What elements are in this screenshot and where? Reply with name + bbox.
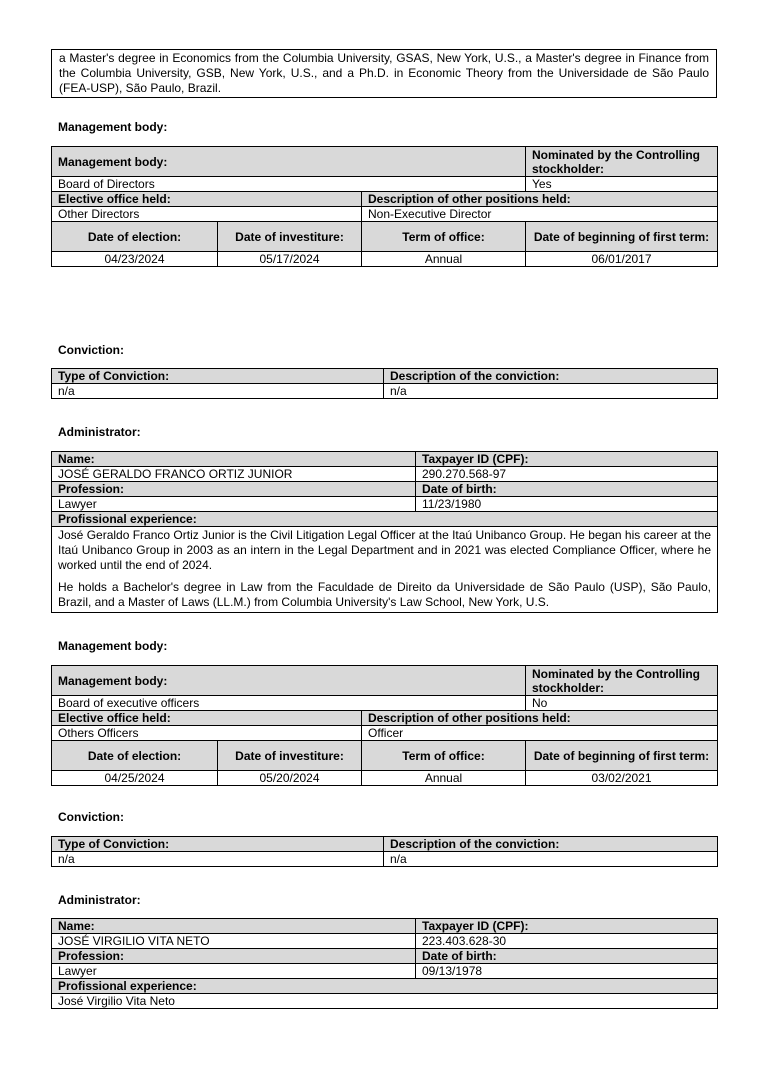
intro-paragraph: a Master's degree in Economics from the Columbia University, GSAS, New York, U.S., a Master's degree in Finance from the Columbia University, GSB, New York, U.S., and a Ph.D. in Economic Theory from the Universidade de São Paulo (FEA-USP), São Paulo, Brazil. — [51, 49, 717, 98]
dob-label: Date of birth: — [416, 482, 718, 497]
nominated-value: Yes — [526, 177, 718, 192]
other-positions-value: Officer — [362, 726, 718, 741]
experience-paragraph: José Geraldo Franco Ortiz Junior is the Civil Litigation Legal Officer at the Itaú Unibanco Group. He began his career at the Itaú Unibanco Group in 2003 as an intern in the Legal Department and in 2021 was elected Compliance Officer, where he worked until the end of 2024. — [58, 528, 711, 572]
experience-value — [52, 527, 718, 613]
date-election-value: 04/25/2024 — [52, 771, 218, 786]
management-body-value: Board of executive officers — [52, 696, 526, 711]
term-office-label: Term of office: — [362, 741, 526, 771]
date-investiture-value: 05/20/2024 — [218, 771, 362, 786]
taxpayer-label: Taxpayer ID (CPF): — [416, 919, 718, 934]
profession-value: Lawyer — [52, 497, 416, 512]
elective-office-label: Elective office held: — [52, 192, 362, 207]
nominated-label: Nominated by the Controlling stockholder: — [526, 147, 718, 177]
taxpayer-label: Taxpayer ID (CPF): — [416, 452, 718, 467]
nominated-value: No — [526, 696, 718, 711]
profession-label: Profession: — [52, 482, 416, 497]
type-conviction-label: Type of Conviction: — [52, 369, 384, 384]
other-positions-value: Non-Executive Director — [362, 207, 718, 222]
date-first-term-label: Date of beginning of first term: — [526, 222, 718, 252]
desc-conviction-label: Description of the conviction: — [384, 837, 718, 852]
date-investiture-value: 05/17/2024 — [218, 252, 362, 267]
type-conviction-value: n/a — [52, 852, 384, 867]
term-office-label: Term of office: — [362, 222, 526, 252]
experience-value: José Virgilio Vita Neto — [52, 994, 718, 1009]
management-body-heading: Management body: — [58, 120, 168, 134]
taxpayer-value: 290.270.568-97 — [416, 467, 718, 482]
type-conviction-label: Type of Conviction: — [52, 837, 384, 852]
experience-paragraph: He holds a Bachelor's degree in Law from the Faculdade de Direito da Universidade de São Paulo (USP), São Paulo, Brazil, and a Master of Laws (LL.M.) from Columbia University's Law School, New York, U.S. — [58, 580, 711, 609]
term-office-value: Annual — [362, 252, 526, 267]
date-first-term-label: Date of beginning of first term: — [526, 741, 718, 771]
desc-conviction-value: n/a — [384, 852, 718, 867]
administrator-table-2 — [51, 918, 717, 1009]
conviction-heading: Conviction: — [58, 343, 124, 357]
dob-label: Date of birth: — [416, 949, 718, 964]
term-office-value: Annual — [362, 771, 526, 786]
name-label: Name: — [52, 919, 416, 934]
conviction-table-2 — [51, 836, 717, 867]
conviction-table-1 — [51, 368, 717, 399]
date-investiture-label: Date of investiture: — [218, 741, 362, 771]
elective-office-value: Other Directors — [52, 207, 362, 222]
date-first-term-value: 06/01/2017 — [526, 252, 718, 267]
profession-label: Profession: — [52, 949, 416, 964]
date-election-value: 04/23/2024 — [52, 252, 218, 267]
administrator-table-1 — [51, 451, 717, 613]
administrator-heading: Administrator: — [58, 893, 141, 907]
elective-office-value: Others Officers — [52, 726, 362, 741]
desc-conviction-value: n/a — [384, 384, 718, 399]
management-body-table-1 — [51, 146, 717, 267]
date-first-term-value: 03/02/2021 — [526, 771, 718, 786]
management-body-value: Board of Directors — [52, 177, 526, 192]
dob-value: 11/23/1980 — [416, 497, 718, 512]
name-value: JOSÉ VIRGILIO VITA NETO — [52, 934, 416, 949]
administrator-heading: Administrator: — [58, 425, 141, 439]
date-election-label: Date of election: — [52, 222, 218, 252]
experience-label: Profissional experience: — [52, 512, 718, 527]
dob-value: 09/13/1978 — [416, 964, 718, 979]
name-label: Name: — [52, 452, 416, 467]
management-body-table-2 — [51, 665, 717, 786]
elective-office-label: Elective office held: — [52, 711, 362, 726]
name-value: JOSÉ GERALDO FRANCO ORTIZ JUNIOR — [52, 467, 416, 482]
experience-label: Profissional experience: — [52, 979, 718, 994]
date-investiture-label: Date of investiture: — [218, 222, 362, 252]
profession-value: Lawyer — [52, 964, 416, 979]
management-body-label: Management body: — [52, 147, 526, 177]
management-body-label: Management body: — [52, 666, 526, 696]
desc-conviction-label: Description of the conviction: — [384, 369, 718, 384]
other-positions-label: Description of other positions held: — [362, 711, 718, 726]
nominated-label: Nominated by the Controlling stockholder: — [526, 666, 718, 696]
management-body-heading: Management body: — [58, 639, 168, 653]
conviction-heading: Conviction: — [58, 810, 124, 824]
taxpayer-value: 223.403.628-30 — [416, 934, 718, 949]
date-election-label: Date of election: — [52, 741, 218, 771]
other-positions-label: Description of other positions held: — [362, 192, 718, 207]
type-conviction-value: n/a — [52, 384, 384, 399]
